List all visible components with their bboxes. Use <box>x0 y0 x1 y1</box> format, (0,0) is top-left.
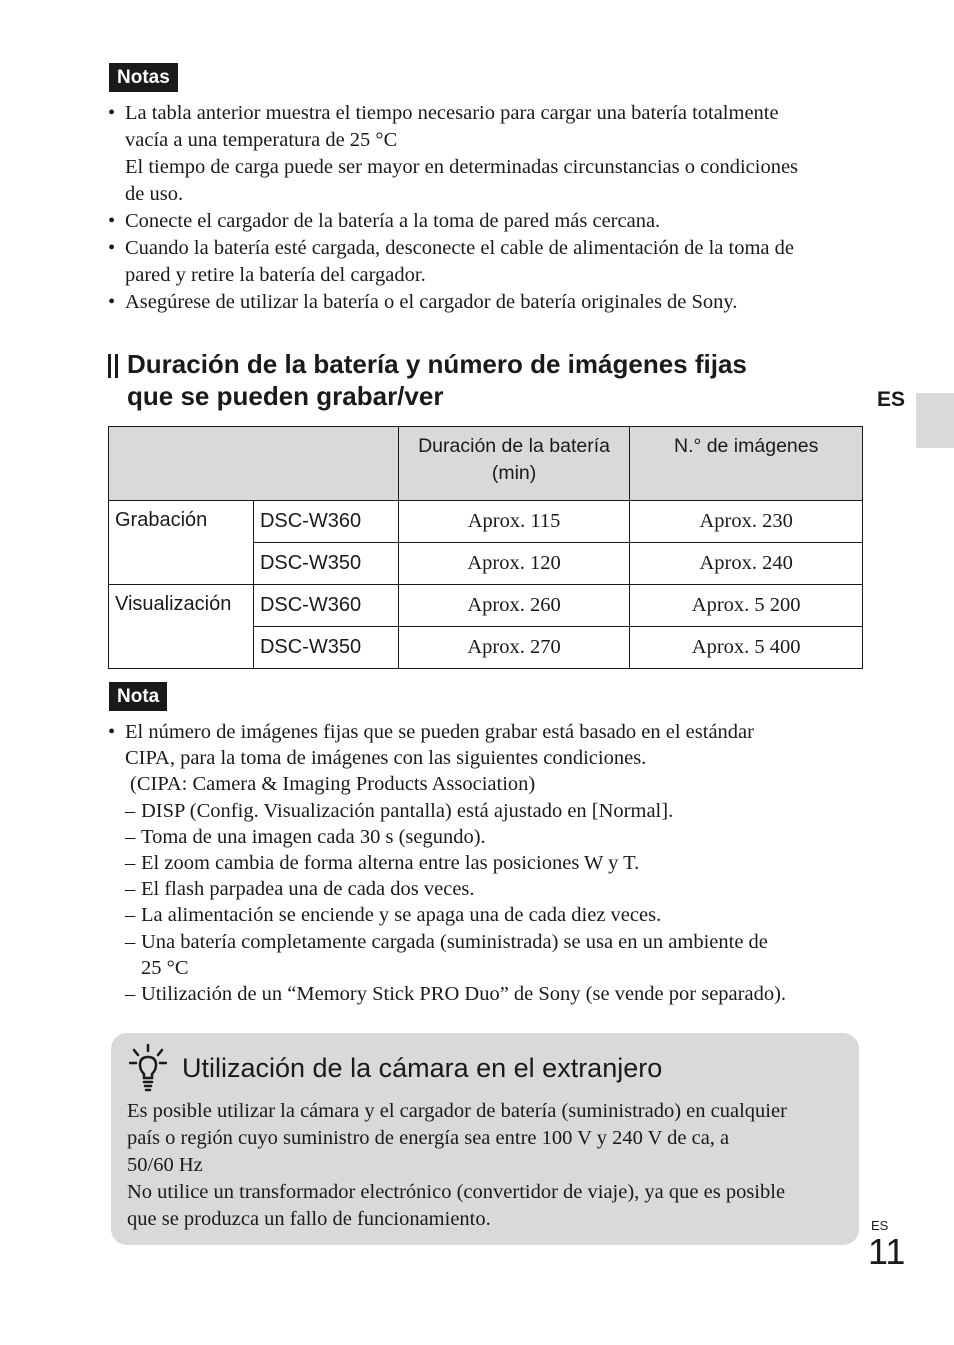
tip-title: Utilización de la cámara en el extranjero <box>182 1053 663 1083</box>
table-cell-images: Aprox. 240 <box>630 543 863 585</box>
battery-table <box>108 426 863 669</box>
table-cell-mode: Visualización <box>109 585 254 669</box>
condition-item: – La alimentación se enciende y se apaga una de cada diez veces. <box>108 902 868 928</box>
table-header-images: N.° de imágenes <box>630 427 863 501</box>
condition-item: – El zoom cambia de forma alterna entre las posiciones W y T. <box>108 850 868 876</box>
list-item: • Asegúrese de utilizar la batería o el cargador de batería originales de Sony. <box>108 289 868 316</box>
table-cell-duration: Aprox. 260 <box>398 585 630 627</box>
condition-item: – El flash parpadea una de cada dos veces. <box>108 876 868 902</box>
table-cell-duration: Aprox. 120 <box>398 543 630 585</box>
page-language: ES <box>871 1218 889 1233</box>
lightbulb-icon <box>129 1043 167 1093</box>
table-cell-images: Aprox. 5 400 <box>630 627 863 669</box>
table-row <box>109 501 863 543</box>
table-cell-images: Aprox. 5 200 <box>630 585 863 627</box>
language-tab-label: ES <box>877 388 906 411</box>
section-heading: Duración de la batería y número de imágenes fijas que se pueden grabar/ver <box>108 348 868 412</box>
side-tab-marker <box>916 393 954 448</box>
list-item: • Conecte el cargador de la batería a la toma de pared más cercana. <box>108 208 868 235</box>
table-cell-duration: Aprox. 270 <box>398 627 630 669</box>
heading-marker-icon <box>108 354 118 378</box>
tip-box <box>111 1033 859 1245</box>
list-item: • El número de imágenes fijas que se pueden grabar está basado en el estándar CIPA, para la toma de imágenes con las siguientes condiciones. <box>108 719 868 771</box>
table-row <box>109 585 863 627</box>
condition-item: – DISP (Config. Visualización pantalla) está ajustado en [Normal]. <box>108 798 868 824</box>
notes-label: Notas <box>109 63 178 92</box>
table-header-duration: Duración de la batería (min) <box>398 427 630 501</box>
table-cell-mode: Grabación <box>109 501 254 585</box>
condition-item: – Utilización de un “Memory Stick PRO Duo” de Sony (se vende por separado). <box>108 981 868 1007</box>
condition-item: – Una batería completamente cargada (suministrada) se usa en un ambiente de 25 °C <box>108 929 868 981</box>
notes-list <box>108 100 868 316</box>
list-item: • Cuando la batería esté cargada, desconecte el cable de alimentación de la toma de pared y retire la batería del cargador. <box>108 235 868 289</box>
list-item: • La tabla anterior muestra el tiempo necesario para cargar una batería totalmente vacía a una temperatura de 25 °C El tiempo de carga puede ser mayor en determinadas circunstancias o condiciones de uso. <box>108 100 868 208</box>
note-label: Nota <box>109 682 167 711</box>
table-cell-images: Aprox. 230 <box>630 501 863 543</box>
tip-text: Es posible utilizar la cámara y el cargador de batería (suministrado) en cualquier país o región cuyo suministro de energía sea entre 100 V y 240 V de ca, a 50/60 Hz No utilice un transformador electrónico (convertidor de viaje), ya que es posible que se produzca un fallo de funcionamiento. <box>127 1100 787 1230</box>
table-cell-model: DSC-W350 <box>253 543 398 585</box>
table-cell-model: DSC-W350 <box>253 627 398 669</box>
condition-item: – Toma de una imagen cada 30 s (segundo). <box>108 824 868 850</box>
table-cell-duration: Aprox. 115 <box>398 501 630 543</box>
table-cell-model: DSC-W360 <box>253 501 398 543</box>
table-header-row <box>109 427 863 501</box>
note-list <box>108 719 868 1007</box>
table-cell-model: DSC-W360 <box>253 585 398 627</box>
page-number: 11 <box>868 1231 906 1272</box>
cipa-definition: (CIPA: Camera & Imaging Products Association) <box>130 773 536 796</box>
table-header-empty <box>109 427 399 501</box>
